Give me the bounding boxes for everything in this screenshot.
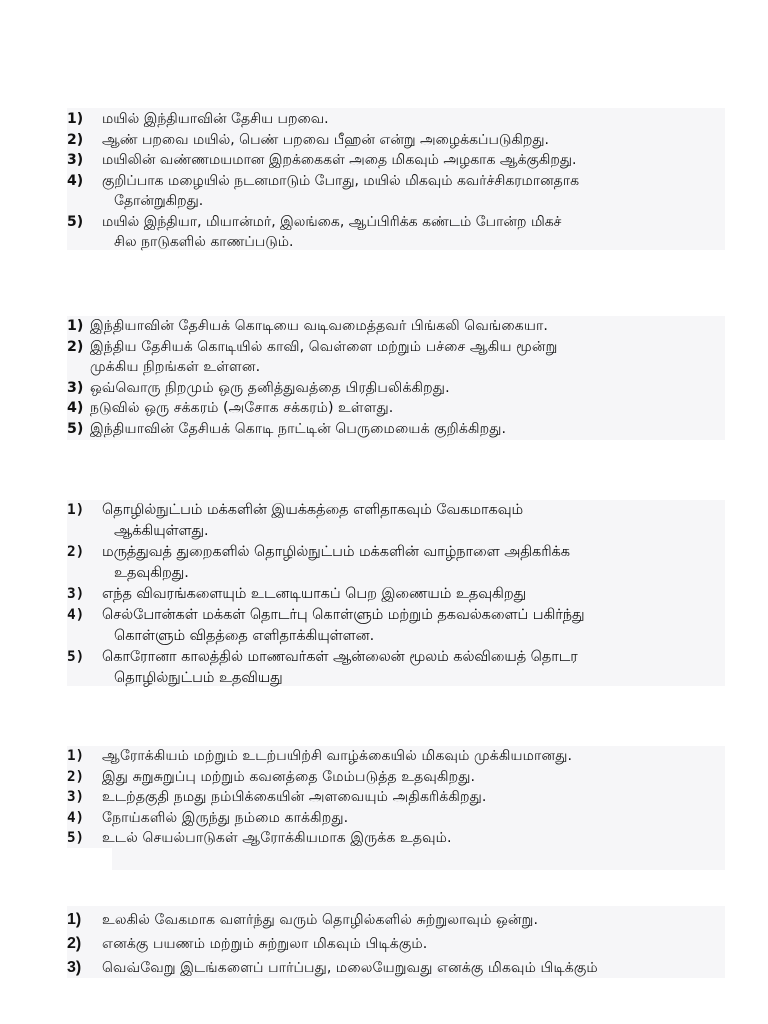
list-item [67,542,725,584]
list-item [67,171,725,212]
item-number: 2) [67,768,85,785]
item-text: நடுவில் ஒரு சக்கரம் (அசோக சக்கரம்) உள்ளது. [90,400,394,416]
item-text: குறிப்பாக மழையில் நடனமாடும் போது, மயில் மிகவும் கவர்ச்சிகரமானதாக [102,172,580,189]
item-text-continued: உதவுகிறது. [114,565,189,581]
list-item [67,605,725,647]
list-item [67,316,725,337]
item-number: 2) [67,338,84,355]
item-text-continued: கொள்ளும் விதத்தை எளிதாக்கியுள்ளன. [114,628,375,644]
item-text: எனக்கு பயணம் மற்றும் சுற்றுலா மிகவும் பிடிக்கும். [102,936,428,952]
item-number: 3) [67,379,84,396]
item-number: 3) [67,959,82,976]
item-text: இது சுறுசுறுப்பு மற்றும் கவனத்தை மேம்படுத்த உதவுகிறது. [102,768,476,785]
list-item [67,212,725,253]
item-number: 1) [67,502,85,518]
list-item [67,150,725,171]
item-number: 1) [67,111,84,127]
technology-list [67,500,725,686]
item-number: 2) [67,544,85,560]
section-background-block [112,848,725,870]
tourism-list [67,906,725,978]
item-text: செல்போன்கள் மக்கள் தொடர்பு கொள்ளும் மற்றும் தகவல்களைப் பகிர்ந்து [102,607,585,623]
list-item [67,828,725,849]
item-text: ஆரோக்கியம் மற்றும் உடற்பயிற்சி வாழ்க்கையில் மிகவும் முக்கியமானது. [102,748,573,764]
list-item [67,378,725,399]
item-text: மயிலின் வண்ணமயமான இறக்கைகள் அதை மிகவும் அழகாக ஆக்குகிறது. [102,152,577,168]
item-text: மருத்துவத் துறைகளில் தொழில்நுட்பம் மக்களின் வாழ்நாளை அதிகரிக்க [102,544,570,560]
item-text: உலகில் வேகமாக வளர்ந்து வரும் தொழில்களில் சுற்றுலாவும் ஒன்று. [102,912,539,928]
item-number: 5) [67,213,84,230]
item-number: 2) [67,935,82,952]
list-item [67,767,725,788]
item-number: 3) [67,152,84,168]
item-text: இந்தியாவின் தேசியக் கொடியை வடிவமைத்தவர் பிங்கலி வெங்கையா. [90,318,548,334]
list-item [67,500,725,542]
item-text: தொழில்நுட்பம் மக்களின் இயக்கத்தை எளிதாகவும் வேகமாகவும் [102,502,524,518]
item-text: வெவ்வேறு இடங்களைப் பார்ப்பது, மலையேறுவது எனக்கு மிகவும் பிடிக்கும் [102,960,598,976]
item-text: இந்தியாவின் தேசியக் கொடி நாட்டின் பெருமையைக் குறிக்கிறது. [90,420,507,437]
list-item [67,584,725,605]
list-item [67,337,725,378]
list-item [67,419,725,440]
item-number: 4) [67,172,84,189]
item-text: மயில் இந்தியா, மியான்மர், இலங்கை, ஆப்பிரிக்க கண்டம் போன்ற மிகச் [102,213,562,230]
list-item [67,808,725,829]
peacock-list [67,108,725,250]
item-text: ஒவ்வொரு நிறமும் ஒரு தனித்துவத்தை பிரதிபலிக்கிறது. [90,379,450,396]
item-number: 5) [67,420,84,437]
item-text: உடற்தகுதி நமது நம்பிக்கையின் அளவையும் அதிகரிக்கிறது. [102,789,487,805]
list-item [67,109,725,130]
item-number: 1) [67,318,84,334]
list-item [67,787,725,808]
item-number: 4) [67,607,85,623]
item-number: 3) [67,586,85,602]
item-text: எந்த விவரங்களையும் உடனடியாகப் பெற இணையம் உதவுகிறது [102,586,527,602]
item-text: மயில் இந்தியாவின் தேசிய பறவை. [102,111,329,127]
list-item [67,647,725,689]
item-number: 4) [67,809,85,826]
health-list [67,746,725,848]
item-text: நோய்களில் இருந்து நம்மை காக்கிறது. [102,809,349,826]
item-text-continued: ஆக்கியுள்ளது. [114,523,209,539]
list-item [67,398,725,419]
list-item [67,932,725,956]
item-text-continued: சில நாடுகளில் காணப்படும். [114,234,294,250]
item-text-continued: தொழில்நுட்பம் உதவியது [114,670,283,686]
item-number: 4) [67,400,84,416]
list-item [67,956,725,980]
item-number: 2) [67,131,84,148]
item-text-continued: முக்கிய நிறங்கள் உள்ளன. [90,359,261,375]
item-number: 3) [67,789,85,805]
item-text: ஆண் பறவை மயில், பெண் பறவை பீஹன் என்று அழைக்கப்படுகிறது. [102,131,549,148]
flag-list [67,316,725,440]
item-number: 1) [67,748,85,764]
item-number: 5) [67,649,85,665]
item-text: உடல் செயல்பாடுகள் ஆரோக்கியமாக இருக்க உதவும். [102,830,452,846]
item-text: இந்திய தேசியக் கொடியில் காவி, வெள்ளை மற்றும் பச்சை ஆகிய மூன்று [90,338,558,355]
item-number: 1) [67,911,82,928]
list-item [67,746,725,767]
list-item [67,130,725,151]
item-text: கொரோனா காலத்தில் மாணவர்கள் ஆன்லைன் மூலம் கல்வியைத் தொடர [102,649,578,665]
item-text-continued: தோன்றுகிறது. [114,193,204,209]
list-item [67,908,725,932]
item-number: 5) [67,830,85,846]
